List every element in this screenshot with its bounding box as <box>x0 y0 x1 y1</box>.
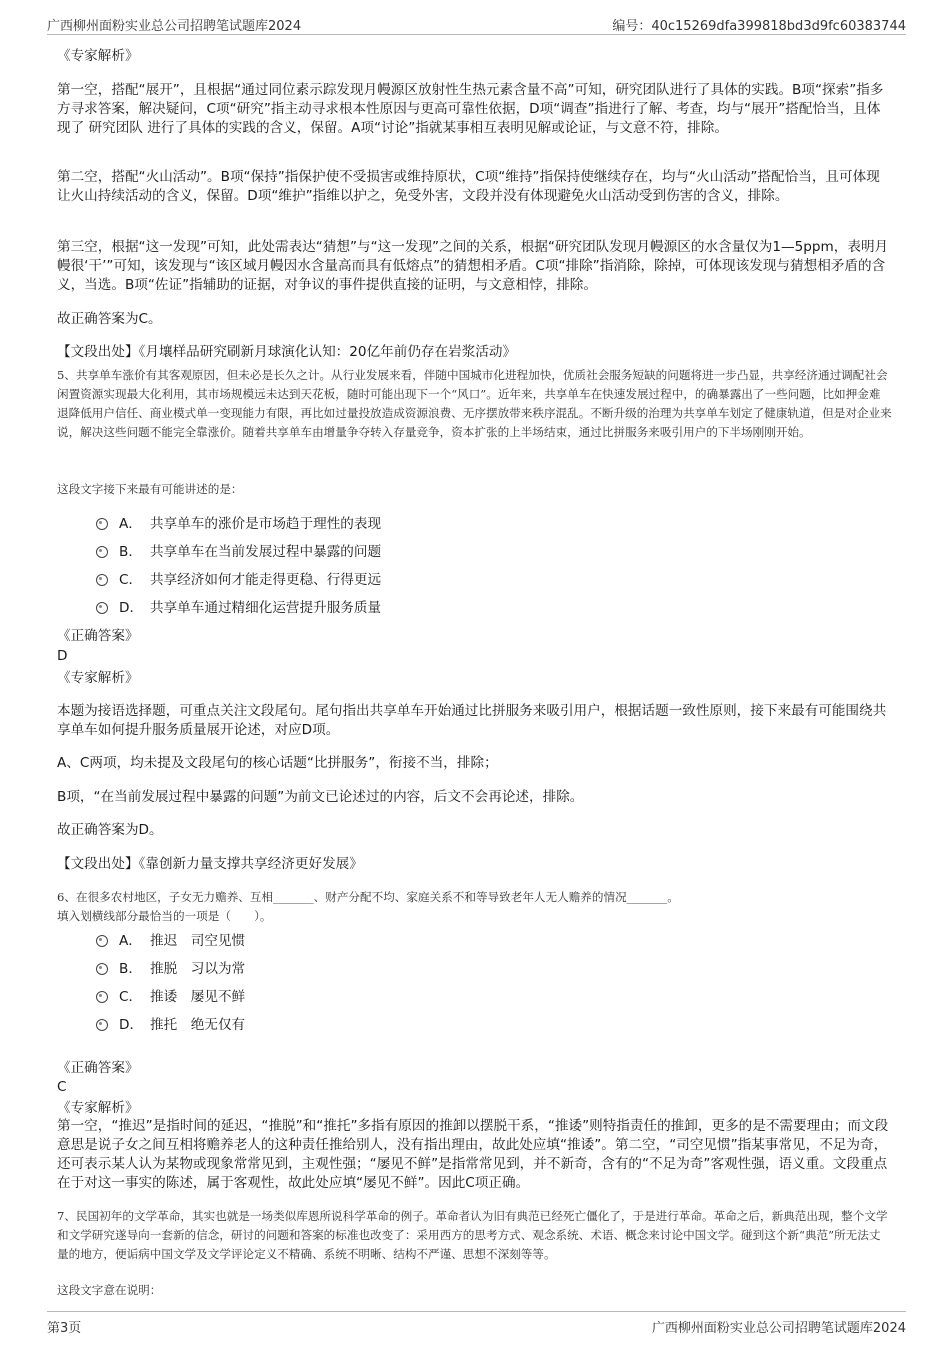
option-text: 共享单车在当前发展过程中暴露的问题 <box>150 544 382 560</box>
q4-analysis-label: 《专家解析》 <box>57 48 139 64</box>
option-key: D． <box>119 600 144 616</box>
option-text: 推托 绝无仅有 <box>150 1017 246 1033</box>
radio-icon[interactable] <box>96 935 108 947</box>
q6-analysis-p1: 第一空，“推迟”是指时间的延迟，“推脱”和“推托”多指有原因的推卸以摆脱干系，“推诿”则特指责任的推卸，更多的是不需要理由；而文段意思是说子女之间互相将赡养老人的这种责任推给别人，没有指出理由，故此处应填“推诿”。第二空，“司空见惯”指某事常见，不足为奇，还可表示某人认为某物或现象常常见到，主观性强；“屡见不鲜”是指常常见到，并不新奇，含有的“不足为奇”客观性强，语义重。文段重点在于对这一事实的陈述，属于客观性，故此处应填“屡见不鲜”。因此C项正确。 <box>57 1118 889 1191</box>
option-text: 推脱 习以为常 <box>150 961 246 977</box>
q5-analysis-label: 《专家解析》 <box>57 670 139 686</box>
q5-conclusion: 故正确答案为D。 <box>57 822 163 838</box>
radio-icon[interactable] <box>96 602 108 614</box>
q6-answer: C <box>57 1079 67 1095</box>
option-key: A． <box>119 933 142 949</box>
q6-option-a[interactable] <box>96 932 245 950</box>
radio-icon[interactable] <box>96 963 108 975</box>
option-key: C． <box>119 572 143 588</box>
q4-analysis-p2: 第二空，搭配“火山活动”。B项“保持”指保护使不受损害或维持原状，C项“维持”指保持使继续存在，均与“火山活动”搭配恰当，且可体现让火山持续活动的含义，保留。D项“维护”指维以护之，免受外害，文段并没有体现避免火山活动受到伤害的含义，排除。 <box>57 169 880 204</box>
q6-option-d[interactable] <box>96 1016 245 1034</box>
option-text: 推迟 司空见惯 <box>150 933 246 949</box>
radio-icon[interactable] <box>96 546 108 558</box>
option-key: B． <box>119 544 142 560</box>
q5-option-a[interactable] <box>96 515 381 533</box>
option-key: B． <box>119 961 142 977</box>
q5-answer: D <box>57 648 68 664</box>
q5-analysis-p1: 本题为接语选择题，可重点关注文段尾句。尾句指出共享单车开始通过比拼服务来吸引用户，根据话题一致性原则，接下来最有可能围绕共享单车如何提升服务质量展开论述，对应D项。 <box>57 703 887 738</box>
option-text: 共享单车通过精细化运营提升服务质量 <box>150 600 382 616</box>
q5-stem: 5、共享单车涨价有其客观原因，但未必是长久之计。从行业发展来看，伴随中国城市化进程加快，优质社会服务短缺的问题将进一步凸显，共享经济通过调配社会闲置资源实现最大化利用，其市场规模远未达到天花板，随时可能出现下一个“风口”。近年来，共享单车在快速发展过程中，的确暴露出了一些问题，比如押金难退降低用户信任、商业模式单一变现能力有限，再比如过量投放造成资源浪费、无序摆放带来秩序混乱。不断升级的治理为共享单车划定了健康轨道，但是对企业来说，解决这些问题不能完全靠涨价。随着共享单车由增量争夺转入存量竞争，资本扩张的上半场结束，通过比拼服务来吸引用户的下半场刚刚开始。 <box>57 368 892 439</box>
radio-icon[interactable] <box>96 991 108 1003</box>
page-number: 第3页 <box>47 1321 82 1336</box>
q5-option-b[interactable] <box>96 543 381 561</box>
q4-conclusion: 故正确答案为C。 <box>57 311 162 327</box>
radio-icon[interactable] <box>96 574 108 586</box>
q5-analysis-p2: A、C两项，均未提及文段尾句的核心话题“比拼服务”，衔接不当，排除； <box>57 755 498 771</box>
q6-question: 填入划横线部分最恰当的一项是（ ）。 <box>57 909 272 923</box>
q5-option-c[interactable] <box>96 571 381 589</box>
q6-stem: 6、在很多农村地区，子女无力赡养、互相_______、财产分配不均、家庭关系不和等导致老年人无人赡养的情况_______。 <box>57 890 679 904</box>
q4-source: 【文段出处】《月壤样品研究刷新月球演化认知：20亿年前仍存在岩浆活动》 <box>57 344 517 360</box>
q7-stem: 7、民国初年的文学革命，其实也就是一场类似库恩所说科学革命的例子。革命者认为旧有典范已经死亡僵化了，于是进行革命。革命之后，新典范出现，整个文学和文学研究遂导向一套新的信念，研讨的问题和答案的标准也改变了：采用西方的思考方式、观念系统、术语、概念来讨论中国文学。碰到这个新“典范”所无法丈量的地方，便诟病中国文学及文学评论定义不精确、系统不明晰、结构不严谨、思想不深刻等等。 <box>57 1209 888 1261</box>
option-key: C． <box>119 989 143 1005</box>
q4-analysis-p1: 第一空，搭配“展开”，且根据“通过同位素示踪发现月幔源区放射性生热元素含量不高”可知，研究团队进行了具体的实践。B项“探索”指多方寻求答案，解决疑问，C项“研究”指主动寻求根本性原因与更高可靠性依据，D项“调查”指进行了解、考查，均与“展开”搭配恰当，且体现了 研究团队 进行了具体的实践的含义，保留。A项“讨论”指就某事相互表明见解或论证，与文意不符，排除。 <box>57 82 884 136</box>
q5-analysis-p3: B项，“在当前发展过程中暴露的问题”为前文已论述过的内容，后文不会再论述，排除。 <box>57 789 584 805</box>
radio-icon[interactable] <box>96 1019 108 1031</box>
option-key: A． <box>119 516 142 532</box>
page-footer <box>47 1311 906 1334</box>
q6-option-b[interactable] <box>96 960 245 978</box>
q4-analysis-p3: 第三空，根据“这一发现”可知，此处需表达“猜想”与“这一发现”之间的关系，根据“研究团队发现月幔源区的水含量仅为1—5ppm，表明月幔很‘干’”可知，该发现与“该区域月幔因水含量高而具有低熔点”的猜想相矛盾。C项“排除”指消除，除掉，可体现该发现与猜想相矛盾的含义，当选。B项“佐证”指辅助的证据，对争议的事件提供直接的证明，与文意相悖，排除。 <box>57 239 889 293</box>
q5-option-d[interactable] <box>96 599 381 617</box>
q5-question: 这段文字接下来最有可能讲述的是： <box>57 482 243 496</box>
q6-analysis-label: 《专家解析》 <box>57 1100 139 1116</box>
q5-source: 【文段出处】《靠创新力量支撑共享经济更好发展》 <box>57 856 363 872</box>
option-key: D． <box>119 1017 144 1033</box>
q7-question: 这段文字意在说明： <box>57 1283 162 1297</box>
page-header <box>47 14 906 35</box>
option-text: 共享经济如何才能走得更稳、行得更远 <box>150 572 382 588</box>
radio-icon[interactable] <box>96 518 108 530</box>
footer-title: 广西柳州面粉实业总公司招聘笔试题库2024 <box>651 1321 906 1336</box>
option-text: 推诿 屡见不鲜 <box>150 989 246 1005</box>
q6-answer-label: 《正确答案》 <box>57 1060 139 1076</box>
q6-option-c[interactable] <box>96 988 245 1006</box>
option-text: 共享单车的涨价是市场趋于理性的表现 <box>150 516 382 532</box>
header-title: 广西柳州面粉实业总公司招聘笔试题库2024 <box>47 19 302 34</box>
header-doc-id: 编号：40c15269dfa399818bd3d9fc60383744 <box>612 19 906 34</box>
q5-answer-label: 《正确答案》 <box>57 628 139 644</box>
